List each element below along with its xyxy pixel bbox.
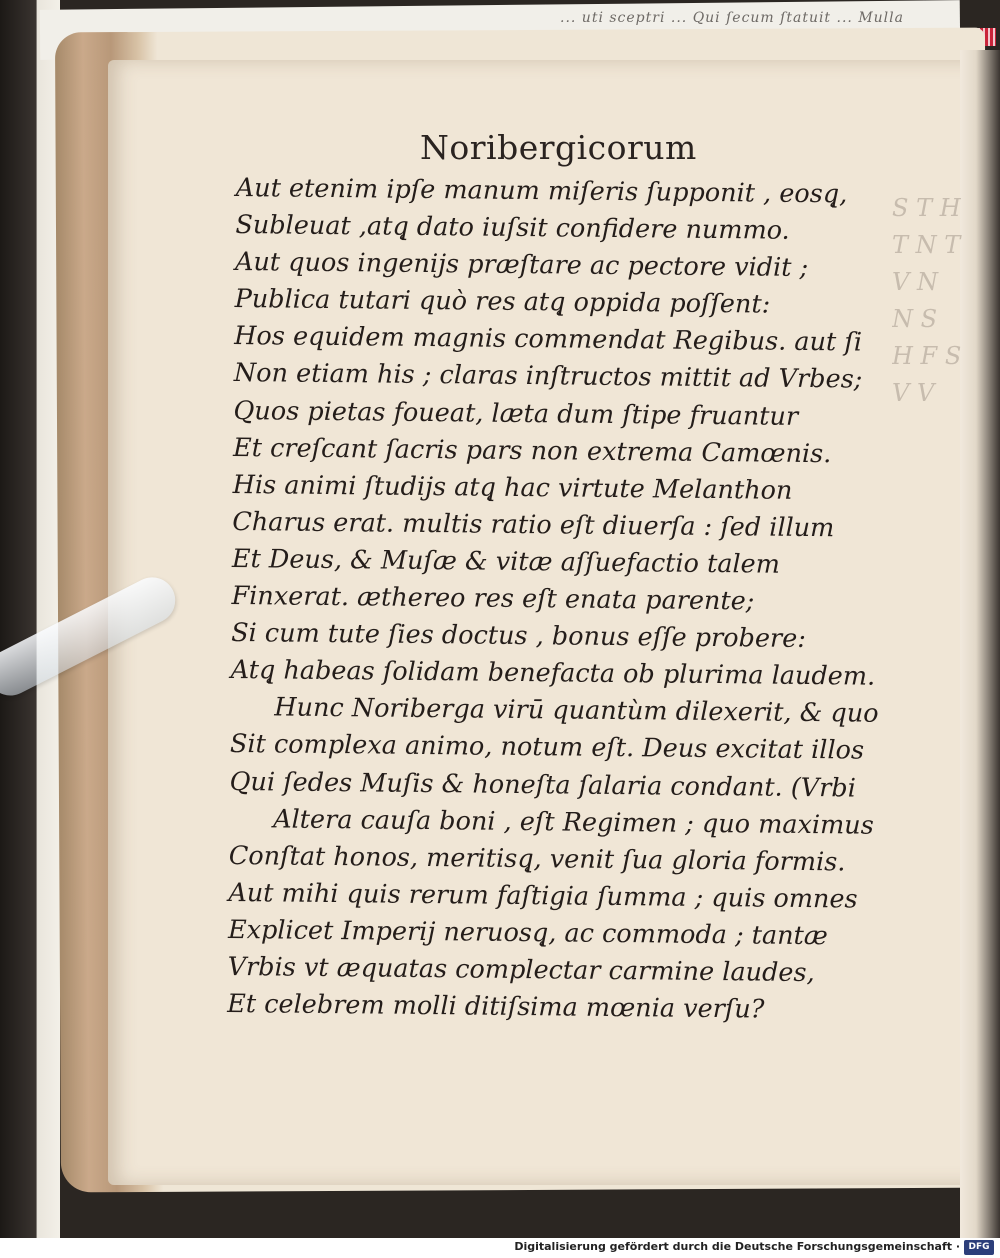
poem-line: Aut mihi quis rerum faſtigia ſumma ; quis omnes [228, 877, 858, 915]
poem-line: Finxerat. æthereo res eſt enata parente; [231, 581, 755, 617]
poem-text [226, 170, 926, 1117]
poem-line: Sit complexa animo, notum eſt. Deus excitat illos [229, 729, 865, 767]
footer-bar [0, 1238, 1000, 1258]
poem-line: Et celebrem molli ditiſsima mœnia verſu? [227, 989, 765, 1025]
poem-line: Hos equidem magnis commendat Regibus. aut ſi [234, 321, 863, 358]
poem-line: Charus erat. multis ratio eſt diuerſa : ſed illum [232, 506, 835, 544]
poem-line: Quos pietas foueat, læta dum ſtipe fruantur [233, 395, 799, 432]
poem-line: Aut etenim ipſe manum miſeris ſupponit , eosq̨, [235, 172, 848, 210]
dfg-logo: DFG [964, 1240, 994, 1255]
book-spine-shadow [0, 0, 60, 1238]
footer-credit: Digitalisierung gefördert durch die Deutsche Forschungsgemeinschaft · [514, 1240, 960, 1253]
poem-line: Conſtat honos, meritisq̨, venit ſua gloria formis. [228, 840, 846, 878]
poem-line: Subleuat ,atq̨ dato iuſsit confidere nummo. [235, 210, 790, 246]
poem-line: His animi ſtudijs atq̨ hac virtute Melanthon [232, 469, 793, 506]
poem-line: Explicet Imperij neruosq̨, ac commoda ; tantæ [227, 914, 829, 952]
poem-line: Qui ſedes Muſis & honeſta ſalaria condant. (Vrbi [229, 766, 857, 804]
facing-page-edge [960, 50, 1000, 1238]
poem-line: Et creſcant ſacris pars non extrema Camœnis. [232, 432, 832, 469]
poem-line: Altera cauſa boni , eſt Regimen ; quo maximus [273, 804, 874, 841]
poem-line: Publica tutari quò res atq̨ oppida poſſent: [234, 284, 771, 320]
poem-line: Non etiam his ; claras inſtructos mittit ad Vrbes; [233, 358, 863, 396]
poem-line: Vrbis vt æquatas complectar carmine laudes, [227, 951, 815, 989]
previous-page-strip-text: ... uti sceptri ... Qui ſecum ſtatuit ... Mulla [560, 10, 904, 26]
poem-line: Aut quos ingenijs præſtare ac pectore vidit ; [234, 247, 809, 284]
poem-line: Hunc Noriberga virū quantùm dilexerit, & quo [274, 692, 879, 730]
facing-page-bleed-text: S T H T N T V N N S H F S V V [892, 194, 962, 407]
poem-line: Si cum tute ſies doctus , bonus eſſe probere: [230, 618, 807, 655]
poem-line: Atq̨ habeas ſolidam benefacta ob plurima laudem. [230, 655, 876, 692]
poem-line: Et Deus, & Muſæ & vitæ aſſuefactio talem [231, 543, 781, 580]
page-heading: Noribergicorum [420, 128, 697, 167]
